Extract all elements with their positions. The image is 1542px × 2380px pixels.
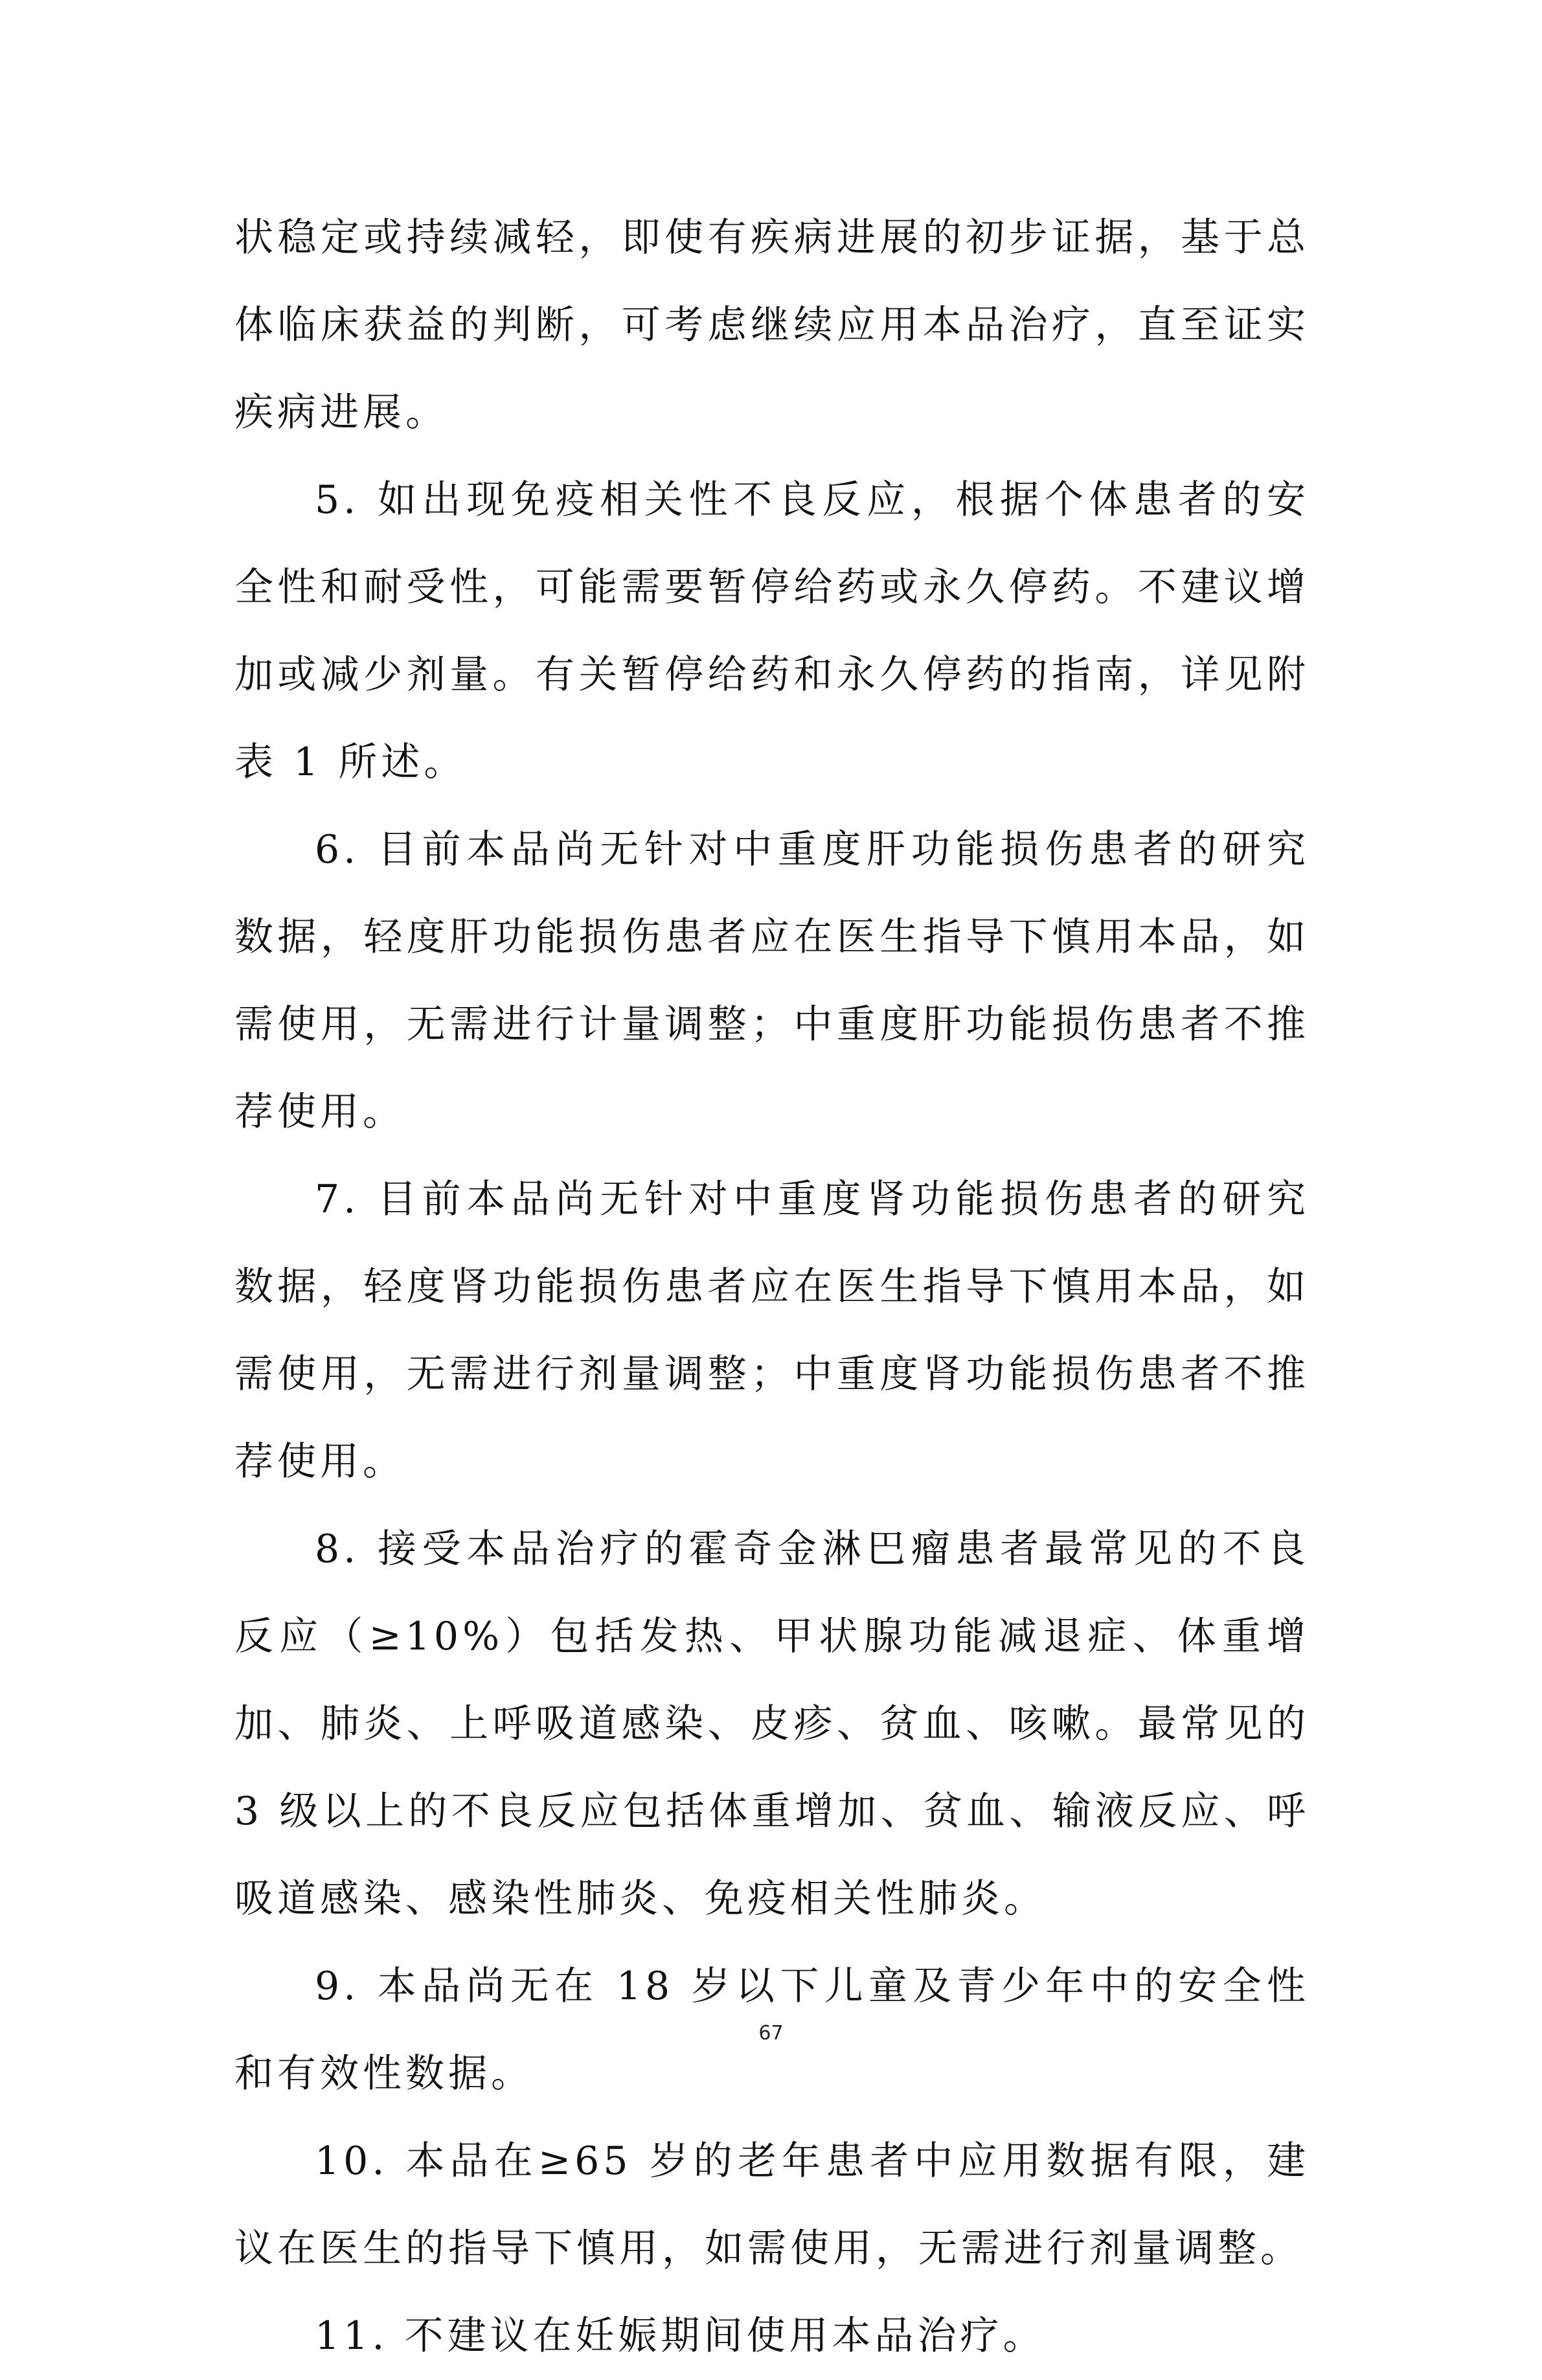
paragraph-item-7: 7. 目前本品尚无针对中重度肾功能损伤患者的研究数据，轻度肾功能损伤患者应在医生指导下慎用本品，如需使用，无需进行剂量调整；中重度肾功能损伤患者不推荐使用。 <box>234 1177 1310 1484</box>
paragraph-item-8: 8. 接受本品治疗的霍奇金淋巴瘤患者最常见的不良反应（≥10%）包括发热、甲状腺功能减退症、体重增加、肺炎、上呼吸道感染、皮疹、贫血、咳嗽。最常见的 3 级以上的不良反应包括体重增加、贫血、输液反应、呼吸道感染、感染性肺炎、免疫相关性肺炎。 <box>234 1526 1310 1921</box>
paragraph-item-11: 11. 不建议在妊娠期间使用本品治疗。 <box>315 2313 1046 2359</box>
paragraph-item-6: 6. 目前本品尚无针对中重度肝功能损伤患者的研究数据，轻度肝功能损伤患者应在医生指导下慎用本品，如需使用，无需进行计量调整；中重度肝功能损伤患者不推荐使用。 <box>234 827 1310 1135</box>
body-text <box>234 194 1310 2380</box>
paragraph-continuation: 状稳定或持续减轻，即使有疾病进展的初步证据，基于总体临床获益的判断，可考虑继续应用本品治疗，直至证实疾病进展。 <box>234 215 1310 435</box>
paragraph-item-9: 9. 本品尚无在 18 岁以下儿童及青少年中的安全性和有效性数据。 <box>234 1964 1310 2096</box>
paragraph-item-5: 5. 如出现免疫相关性不良反应，根据个体患者的安全性和耐受性，可能需要暂停给药或永久停药。不建议增加或减少剂量。有关暂停给药和永久停药的指南，详见附表 1 所述。 <box>234 477 1310 785</box>
paragraph-item-10: 10. 本品在≥65 岁的老年患者中应用数据有限，建议在医生的指导下慎用，如需使用，无需进行剂量调整。 <box>234 2138 1310 2271</box>
page-number: 67 <box>758 2022 784 2045</box>
